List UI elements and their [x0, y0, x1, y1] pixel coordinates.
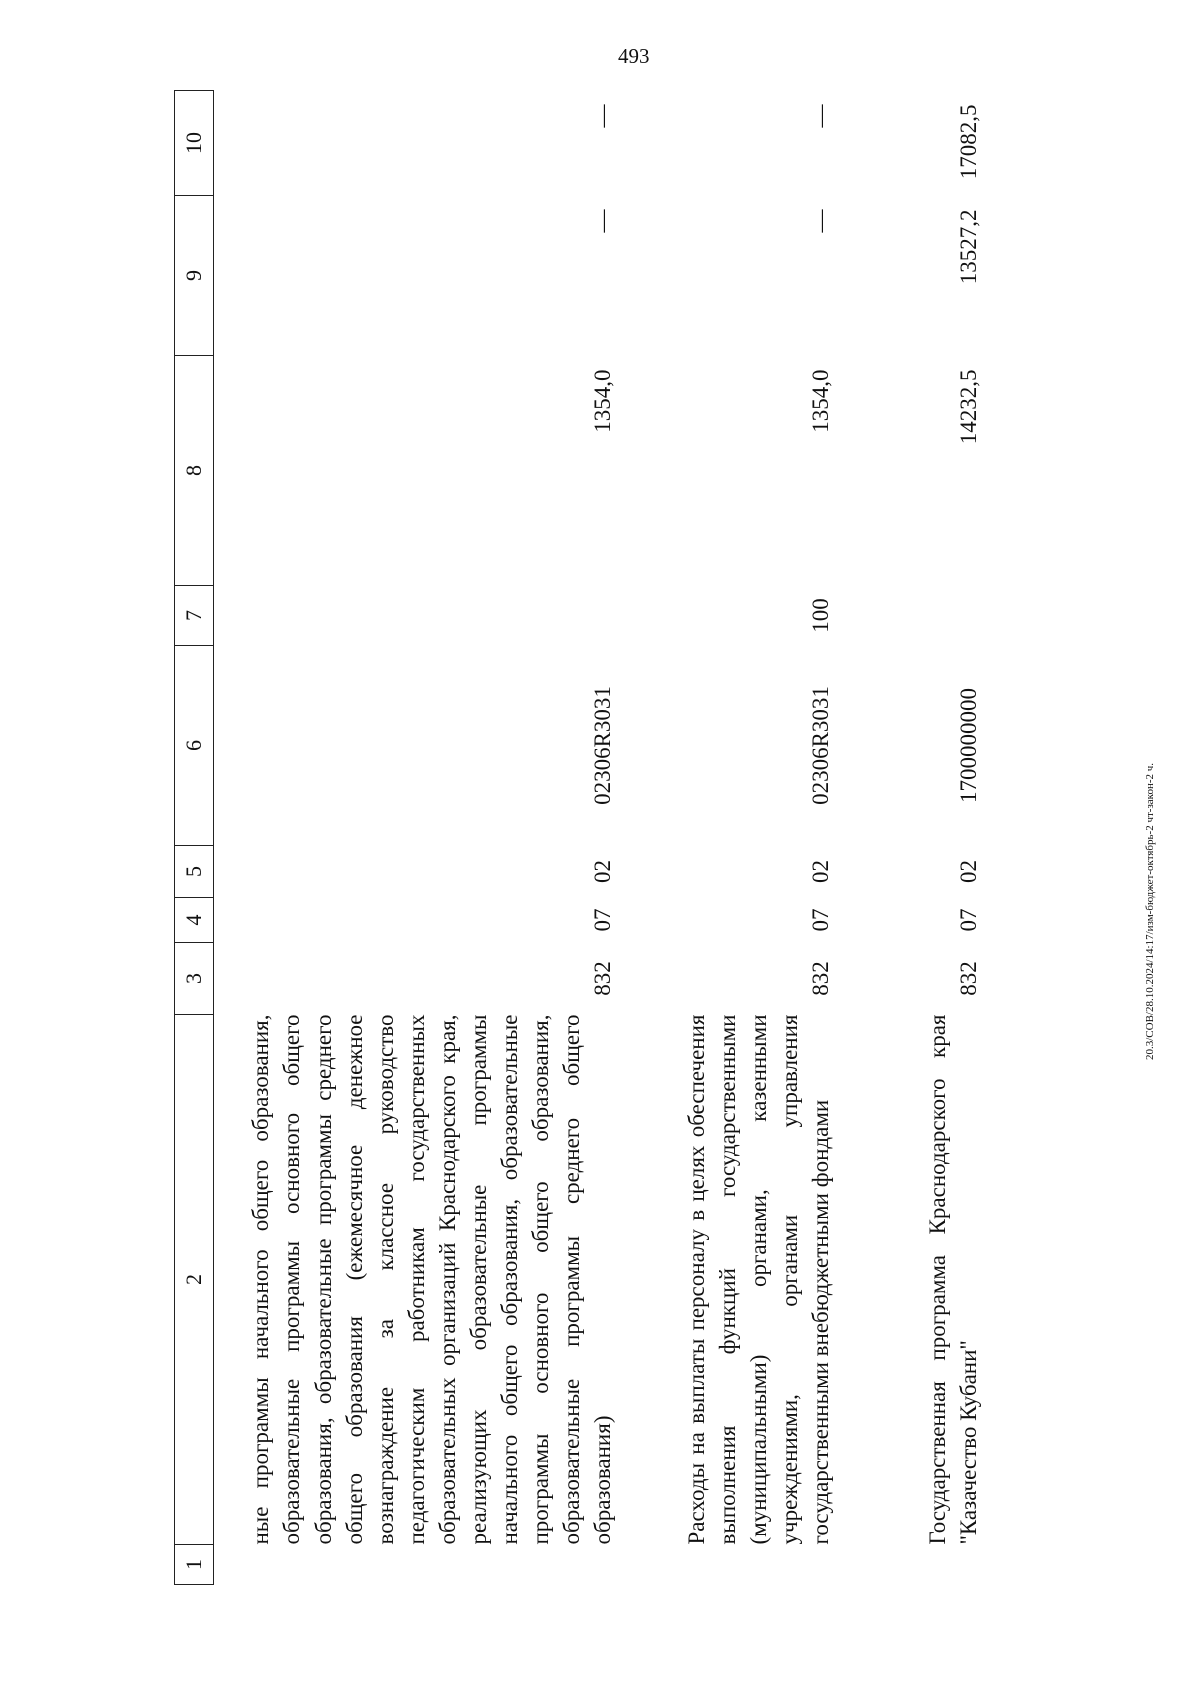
cell-expense-type [214, 586, 619, 646]
table-row [618, 91, 836, 1585]
cell-amount-1: 1354,0 [589, 369, 615, 433]
column-header: 3 [175, 943, 214, 1015]
rotated-table-container [174, 91, 1054, 1585]
cell-admin-code: 832 [807, 961, 833, 996]
cell-target-code: 1700000000 [955, 688, 981, 803]
cell-expense-type [836, 586, 984, 646]
row-description: Расходы на выплаты персоналу в целях обеспечения выполнения функций государственными (муниципальными) органами, казенными учреждениями, органами управления государственными внебюджетными фондами [683, 1014, 833, 1545]
cell-amount-1: 14232,5 [955, 369, 981, 445]
column-header: 2 [175, 1015, 214, 1545]
table-row [214, 91, 619, 1585]
cell-admin-code: 832 [955, 961, 981, 996]
column-header: 7 [175, 586, 214, 646]
cell-amount-1: 1354,0 [807, 369, 833, 433]
page-number: 493 [618, 44, 650, 68]
table-header-row [175, 91, 214, 1585]
row-description: Государственная программа Краснодарского края "Казачество Кубани" [924, 1014, 981, 1545]
column-header: 1 [175, 1545, 214, 1585]
cell-amount-2: — [589, 209, 615, 233]
cell-amount-2: 13527,2 [955, 209, 981, 285]
column-header: 5 [175, 846, 214, 898]
cell-target-code: 02306R3031 [807, 686, 833, 805]
column-header: 9 [175, 196, 214, 356]
budget-table [174, 90, 984, 1585]
cell-amount-2: — [807, 209, 833, 233]
cell-target-code: 02306R3031 [589, 686, 615, 805]
column-header: 8 [175, 356, 214, 586]
cell-subsection: 02 [589, 860, 615, 883]
cell-subsection: 02 [955, 860, 981, 883]
cell-expense-type: 100 [807, 598, 833, 633]
cell-section: 07 [589, 908, 615, 932]
document-footer-code: 20.3/СОВ/28.10.2024/14:17/изм-бюджет-октябрь-2 чт-закон-2 ч. [1144, 762, 1156, 1060]
cell-amount-3: — [589, 104, 615, 128]
column-header: 4 [175, 898, 214, 943]
cell-admin-code: 832 [589, 961, 615, 996]
column-header: 10 [175, 91, 214, 196]
cell-section: 07 [807, 908, 833, 932]
column-header: 6 [175, 646, 214, 846]
cell-amount-3: — [807, 104, 833, 128]
row-description: ные программы начального общего образования, образовательные программы основного общего образования, образовательные программы среднего общего образования (ежемесячное денежное вознаграждение за классное руководство педагогическим работникам государственных образовательных организаций Краснодарского края, реализующих образовательные программы начального общего образования, образовательные программы основного общего образования, образовательные программы среднего общего образования) [248, 1014, 615, 1545]
cell-section: 07 [955, 908, 981, 932]
cell-amount-3: 17082,5 [955, 104, 981, 180]
cell-subsection: 02 [807, 860, 833, 883]
table-row [836, 91, 984, 1585]
